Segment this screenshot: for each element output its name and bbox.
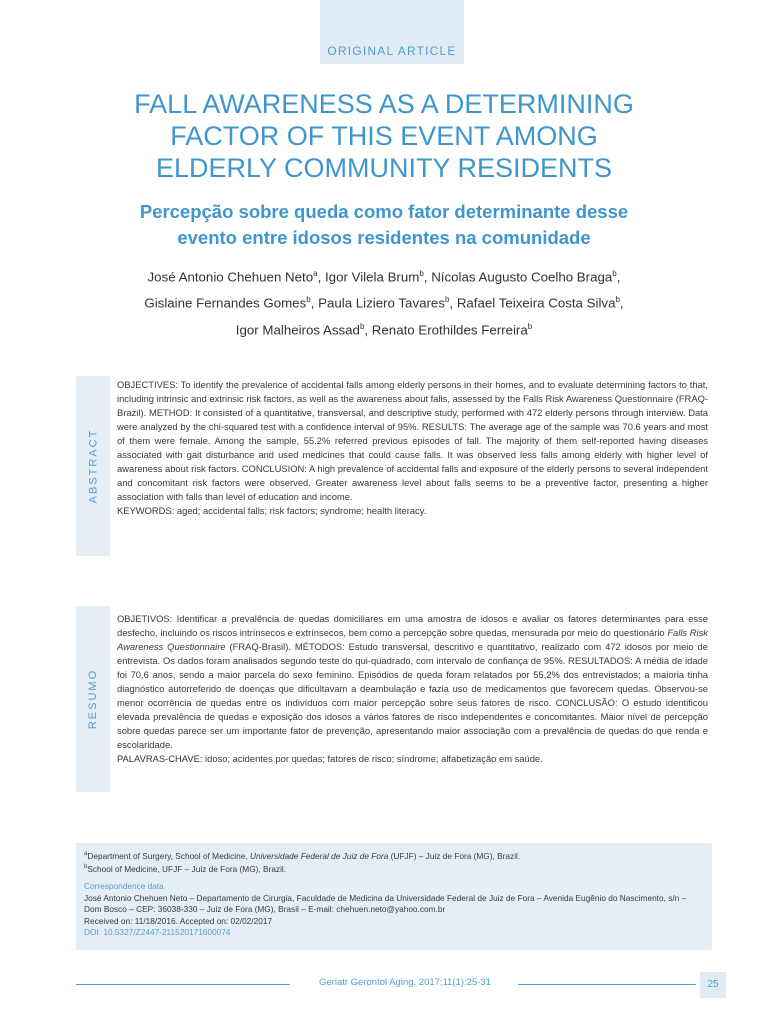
author: Igor Malheiros Assad xyxy=(235,322,360,338)
abstract-body: OBJECTIVES: To identify the prevalence of accidental falls among elderly persons in their homes, and to evaluate determining factors to that, including intrinsic and extrinsic risk factors, as well as the awareness about falls, assessed by the Falls Risk Awareness Questionnaire (FRAQ-Brazil). METHOD: It consisted of a quantitative, transversal, and descriptive study, performed with 472 elderly persons through interview. Data were analyzed by the chi-squared test with a confidence interval of 95%. RESULTS: The average age of the sample was 70.6 years and most of them were female. Among the sample, 55.2% referred previous episodes of fall. The majority of them self-reported having diseases associated with gait disturbance and used medicines that could cause falls. It was observed less falls among elderly with higher level of awareness about risk factors. CONCLUSION: A high prevalence of accidental falls and exposure of the elderly persons to several independent and concomitant risk factors were observed. Greater awareness level about falls seems to be a preventive factor, presenting a higher association with falls than level of education and income. xyxy=(117,379,708,502)
author: José Antonio Chehuen Neto xyxy=(147,269,314,285)
author: Rafael Teixeira Costa Silva xyxy=(456,295,616,311)
author: Paula Liziero Tavares xyxy=(318,295,445,311)
received-dates: Received on: 11/18/2016. Accepted on: 02/02/2017 xyxy=(84,915,273,926)
article-type-label: ORIGINAL ARTICLE xyxy=(327,44,457,58)
correspondence-details: José Antonio Chehuen Neto – Departamento de Cirurgia, Faculdade de Medicina da Universidade Federal de Juiz de Fora – Avenida Eugênio do Nascimento, s/n – Dom Bosco – CEP: 36038-330 – Juiz de Fora (MG), Brasil – E-mail: chehuen.neto@yahoo.com.br xyxy=(84,892,687,915)
footer-rule-left xyxy=(76,984,290,985)
title-line-2: FACTOR OF THIS EVENT AMONG xyxy=(170,121,598,151)
author-affiliation-mark: b xyxy=(419,269,424,278)
resumo-text xyxy=(117,612,708,766)
doi-link[interactable]: DOI: 10.5327/Z2447-211520171600074 xyxy=(84,926,231,937)
article-subtitle xyxy=(110,199,658,251)
keywords-label: KEYWORDS: xyxy=(117,505,175,516)
author-affiliation-mark: b xyxy=(615,295,620,305)
correspondence-heading: Correspondence data xyxy=(84,881,164,892)
author-affiliation-mark: b xyxy=(612,269,617,278)
resumo-side-label: RESUMO xyxy=(87,668,99,730)
author-list: José Antonio Chehuen Neto$^a$, Igor Vilela Brum$^b$, Nícolas Augusto Coelho Braga$^b$, Gislaine Fernandes Gomes$^b$, Paula Liziero Tavares$^b$, Rafael Teixeira Costa Silva$^b$, Igor Malheiros Assad$^b$, Renato Erothildes Ferreira$^b$ xyxy=(144,269,624,338)
author: Igor Vilela Brum xyxy=(324,269,420,285)
abstract-keywords xyxy=(117,504,708,518)
palavras-chave-label: PALAVRAS-CHAVE: xyxy=(117,753,203,764)
title-line-3: ELDERLY COMMUNITY RESIDENTS xyxy=(155,153,613,183)
keywords-list: aged; accidental falls; risk factors; syndrome; health literacy. xyxy=(174,505,427,516)
abstract-side-label: ABSTRACT xyxy=(87,428,99,504)
affiliation-b: $^b$School of Medicine, UFJF – Juiz de Fora (MG), Brazil. xyxy=(84,863,287,874)
journal-citation: Geriatr Gerontol Aging. 2017;11(1):25-31 xyxy=(319,977,491,988)
affiliation-a: $^a$Department of Surgery, School of Medicine, Universidade Federal de Juiz de Fora (UFJF) – Juiz de Fora (MG), Brazil. xyxy=(84,850,521,861)
resumo-keywords xyxy=(117,752,708,766)
author: Nícolas Augusto Coelho Braga xyxy=(431,269,613,285)
article-title xyxy=(90,88,678,184)
footer-rule-right xyxy=(518,984,696,985)
author-affiliation-mark: a xyxy=(313,269,318,278)
author-affiliation-mark: b xyxy=(527,321,533,331)
author-affiliation-mark: b xyxy=(444,295,450,305)
subtitle-line-1: Percepção sobre queda como fator determinante desse xyxy=(139,201,629,222)
footnote-content xyxy=(84,849,704,938)
author-affiliation-mark: b xyxy=(306,295,311,305)
subtitle-line-2: evento entre idosos residentes na comunidade xyxy=(177,227,591,248)
author-affiliation-mark: b xyxy=(359,321,365,331)
questionnaire-name: Falls Risk Awareness Questionnaire xyxy=(117,627,708,652)
resumo-body: OBJETIVOS: Identificar a prevalência de quedas domiciliares em uma amostra de idosos e avaliar os fatores determinantes para esse desfecho, incluindo os riscos intrínsecos e extrínsecos, bem como a percepção sobre quedas, mensurada por meio do questionário Falls Risk Awareness Questionnaire (FRAQ-Brasil). MÉTODOS: Estudo transversal, descritivo e quantitativo, realizado com 472 idosos por meio de entrevista. Os dados foram analisados segundo teste do qui-quadrado, com intervalo de confiança de 95%. RESULTADOS: A média de idade foi 70,6 anos, sendo a maior parcela do sexo feminino. Episódios de queda foram relatados por 55,2% dos entrevistados; a maioria tinha diagnóstico autorreferido de doenças que dificultavam a deambulação e fazia uso de medicamentos que favorecem quedas. Observou-se menor ocorrência de quedas entre os indivíduos com maior percepção sobre seus fatores de risco. CONCLUSÃO: O estudo identificou elevada prevalência de quedas e exposição dos idosos a vários fatores de risco independentes e concomitantes. Maior nível de percepção sobre quedas parece ser um importante fator de prevenção, apresentando maior associação com a prevalência de quedas do que renda e escolaridade. xyxy=(117,613,708,750)
title-line-1: FALL AWARENESS AS A DETERMINING xyxy=(134,89,634,119)
author: Renato Erothildes Ferreira xyxy=(371,322,528,338)
page-number: 25 xyxy=(700,972,726,998)
author: Gislaine Fernandes Gomes xyxy=(144,295,307,311)
abstract-text xyxy=(117,378,708,518)
palavras-chave-list: idoso; acidentes por quedas; fatores de risco; síndrome; alfabetização em saúde. xyxy=(202,753,543,764)
